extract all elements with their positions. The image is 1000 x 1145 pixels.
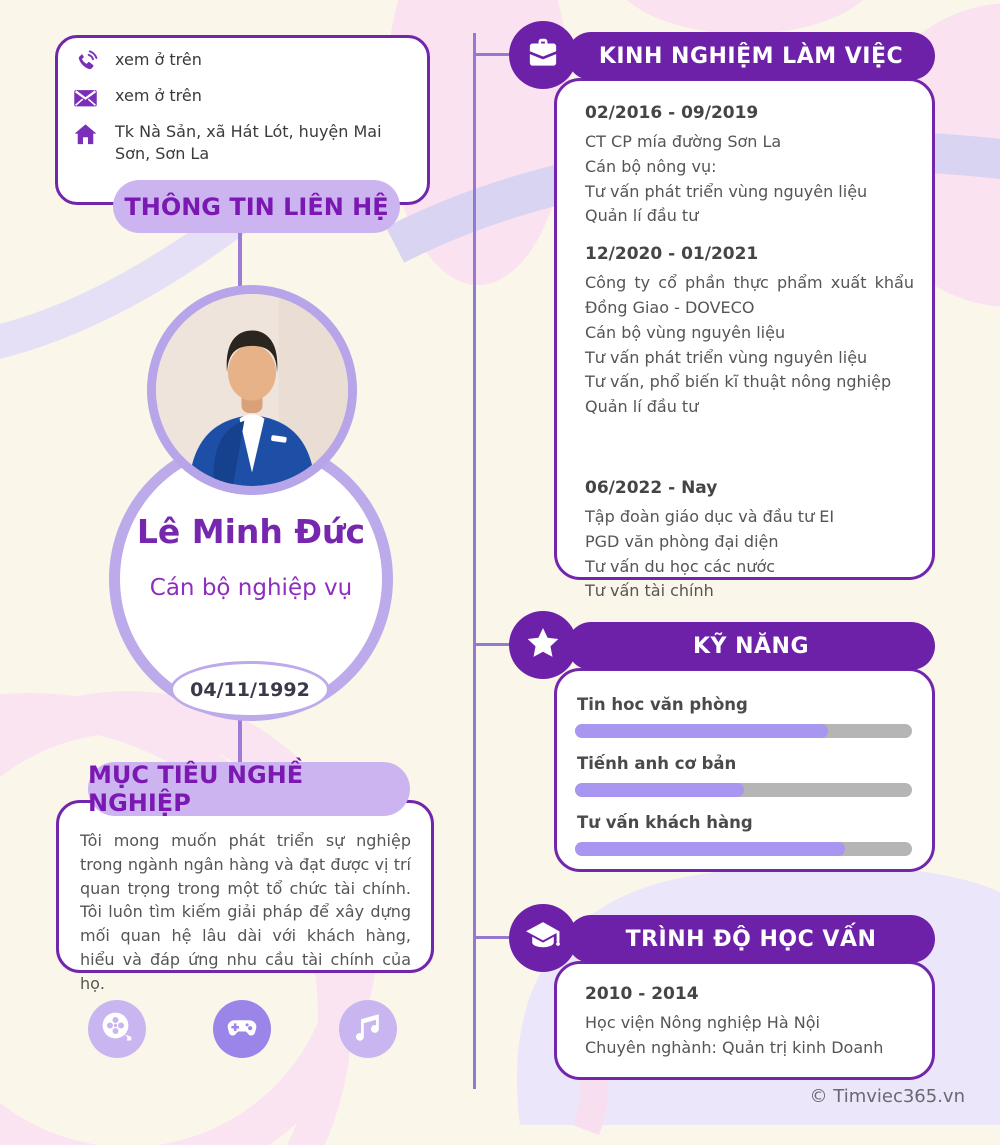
- skill-bar-fill: [575, 783, 744, 797]
- contact-row-email: [72, 85, 415, 112]
- hobby-games: [213, 1000, 271, 1058]
- skill-bar: [575, 783, 912, 797]
- contact-address-text: Tk Nà Sản, xã Hát Lót, huyện Mai Sơn, Sơn La: [115, 122, 382, 163]
- star-icon: [524, 624, 562, 666]
- profile-photo: [147, 285, 357, 495]
- experience-period: 02/2016 - 09/2019: [585, 103, 759, 123]
- gamepad-icon: [224, 1009, 260, 1049]
- skill-label: Tin hoc văn phòng: [577, 695, 748, 714]
- connector-line: [238, 714, 242, 766]
- phone-icon: [72, 49, 99, 76]
- experience-entry: 12/2020 - 01/2021 Công ty cổ phần thực phẩm xuất khẩu Đồng Giao - DOVECO Cán bộ vùng nguyên liệu Tư vấn phát triển vùng nguyên liệu Tư vấn, phổ biến kĩ thuật nông nghiệp Quản lí đầu tư: [585, 244, 914, 417]
- person-name: Lê Minh Đức: [136, 512, 366, 551]
- objective-card: [56, 800, 434, 993]
- skill-bar: [575, 724, 912, 738]
- contact-phone-text: xem ở trên: [115, 50, 202, 69]
- experience-icon-circle: [509, 21, 577, 89]
- graduation-cap-icon: [524, 917, 562, 959]
- skill-label: Tư vấn khách hàng: [577, 813, 753, 832]
- connector-line: [238, 230, 242, 290]
- skills-card: [554, 668, 935, 872]
- objective-section-title: MỤC TIÊU NGHỀ NGHIỆP: [88, 762, 410, 816]
- home-icon: [72, 121, 99, 148]
- experience-period: 06/2022 - Nay: [585, 477, 718, 498]
- education-entry: 2010 - 2014 Học viện Nông nghiệp Hà Nội Chuyên nghành: Quản trị kinh Doanh: [585, 984, 914, 1061]
- experience-card: [554, 78, 935, 601]
- education-card: [554, 961, 935, 1080]
- education-period: 2010 - 2014: [585, 984, 699, 1004]
- skill-label: Tiếnh anh cơ bản: [577, 754, 737, 773]
- skill-item: [575, 813, 912, 856]
- film-reel-icon: [99, 1009, 135, 1049]
- skill-bar-fill: [575, 724, 828, 738]
- hobby-music: [339, 1000, 397, 1058]
- experience-section-header: KINH NGHIỆM LÀM VIỆC: [567, 32, 935, 80]
- person-job-title: Cán bộ nghiệp vụ: [149, 575, 353, 601]
- education-icon-circle: [509, 904, 577, 972]
- skill-item: [575, 695, 912, 738]
- mail-icon: [72, 85, 99, 112]
- objective-text: Tôi mong muốn phát triển sự nghiệp trong ngành ngân hàng và đạt được vị trí quan trọng trong một tổ chức tài chính. Tôi luôn tìm kiếm giải pháp để xây dựng mối quan hệ lâu dài với khách hàng, hiểu và đáp ứng nhu cầu tài chính của họ.: [80, 831, 411, 993]
- site-credit: © Timviec365.vn: [809, 1086, 965, 1107]
- skill-item: [575, 754, 912, 797]
- skill-bar: [575, 842, 912, 856]
- contact-email-text: xem ở trên: [115, 86, 202, 105]
- briefcase-icon: [524, 34, 562, 76]
- skills-section-header: KỸ NĂNG: [567, 622, 935, 670]
- skills-icon-circle: [509, 611, 577, 679]
- hobby-film: [88, 1000, 146, 1058]
- contact-section-title: THÔNG TIN LIÊN HỆ: [113, 180, 400, 233]
- contact-row-address: [72, 121, 415, 164]
- contact-row-phone: [72, 49, 415, 76]
- experience-entry: 02/2016 - 09/2019 CT CP mía đường Sơn La Cán bộ nông vụ: Tư vấn phát triển vùng nguyên liệu Quản lí đầu tư: [585, 103, 914, 229]
- timeline-line: [473, 33, 476, 1089]
- experience-entry: 06/2022 - Nay Tập đoàn giáo dục và đầu tư EI PGD văn phòng đại diện Tư vấn du học các nước Tư vấn tài chính: [585, 478, 914, 604]
- experience-period: 12/2020 - 01/2021: [585, 244, 759, 265]
- music-note-icon: [350, 1009, 386, 1049]
- birthday-badge: 04/11/1992: [170, 661, 330, 718]
- education-section-header: TRÌNH ĐỘ HỌC VẤN: [567, 915, 935, 963]
- skill-bar-fill: [575, 842, 845, 856]
